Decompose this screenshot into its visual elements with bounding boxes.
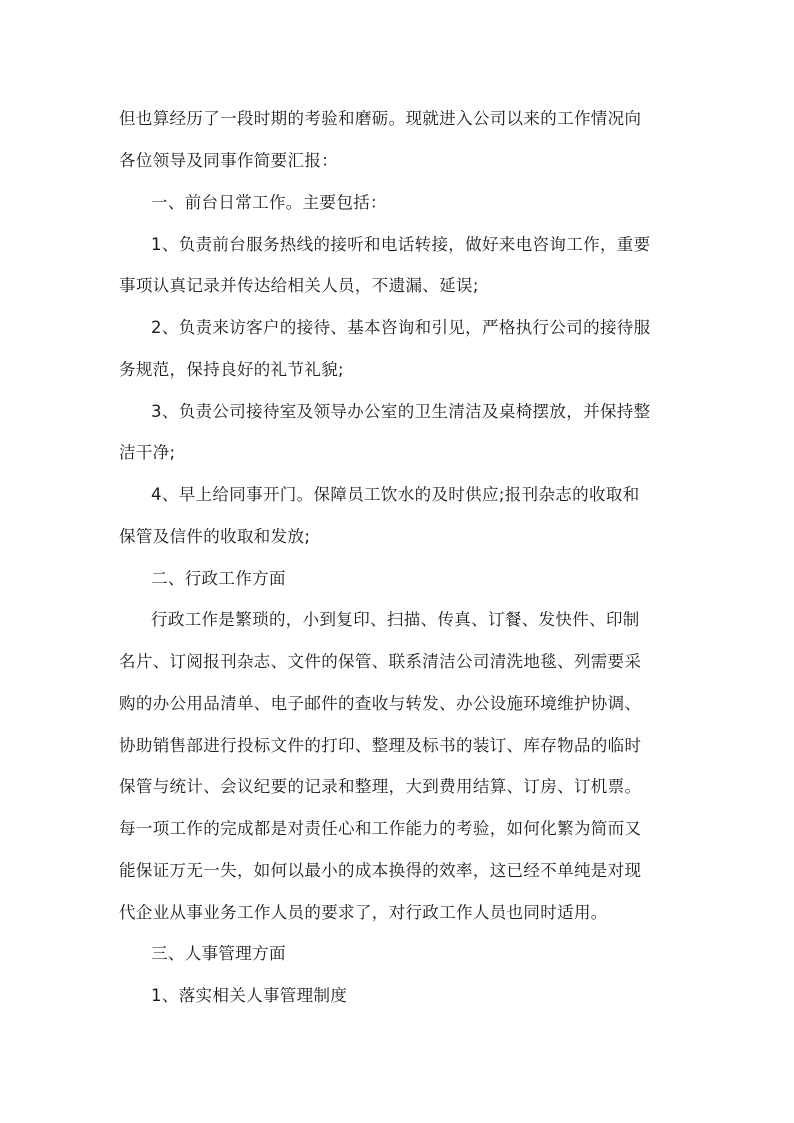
text-line: 1、落实相关人事管理制度: [151, 986, 348, 1005]
text-line: 各位领导及同事作简要汇报：: [119, 151, 339, 170]
text-line: 名片、订阅报刊杂志、文件的保管、联系清洁公司清洗地毯、列需要采: [119, 652, 642, 671]
section-heading: 三、人事管理方面: [151, 944, 286, 963]
text-line: 4、早上给同事开门。保障员工饮水的及时供应;报刊杂志的收取和: [151, 485, 640, 504]
text-line: 协助销售部进行投标文件的打印、整理及标书的装订、库存物品的临时: [119, 736, 642, 755]
text-line: 2、负责来访客户的接待、基本咨询和引见，严格执行公司的接待服: [151, 318, 651, 337]
text-line: 保管与统计、会议纪要的记录和整理，大到费用结算、订房、订机票。: [119, 777, 642, 796]
text-line: 保管及信件的收取和发放;: [119, 527, 311, 546]
text-line: 每一项工作的完成都是对责任心和工作能力的考验，如何化繁为简而又: [119, 819, 642, 838]
text-line: 3、负责公司接待室及领导办公室的卫生清洁及桌椅摆放，并保持整: [151, 402, 651, 421]
text-line: 但也算经历了一段时期的考验和磨砺。现就进入公司以来的工作情况向: [119, 109, 642, 128]
text-line: 1、负责前台服务热线的接听和电话转接，做好来电咨询工作，重要: [151, 235, 651, 254]
text-line: 事项认真记录并传达给相关人员，不遗漏、延误;: [119, 276, 479, 295]
text-line: 行政工作是繁琐的，小到复印、扫描、传真、订餐、发快件、印制: [151, 610, 640, 629]
text-line: 购的办公用品清单、电子邮件的查收与转发、办公设施环境维护协调、: [119, 694, 642, 713]
section-heading: 一、前台日常工作。主要包括：: [151, 193, 387, 212]
text-line: 务规范，保持良好的礼节礼貌;: [119, 360, 344, 379]
section-heading: 二、行政工作方面: [151, 569, 286, 588]
text-line: 洁干净;: [119, 443, 176, 462]
text-line: 代企业从事业务工作人员的要求了，对行政工作人员也同时适用。: [119, 903, 608, 922]
text-line: 能保证万无一失，如何以最小的成本换得的效率，这已经不单纯是对现: [119, 861, 642, 880]
